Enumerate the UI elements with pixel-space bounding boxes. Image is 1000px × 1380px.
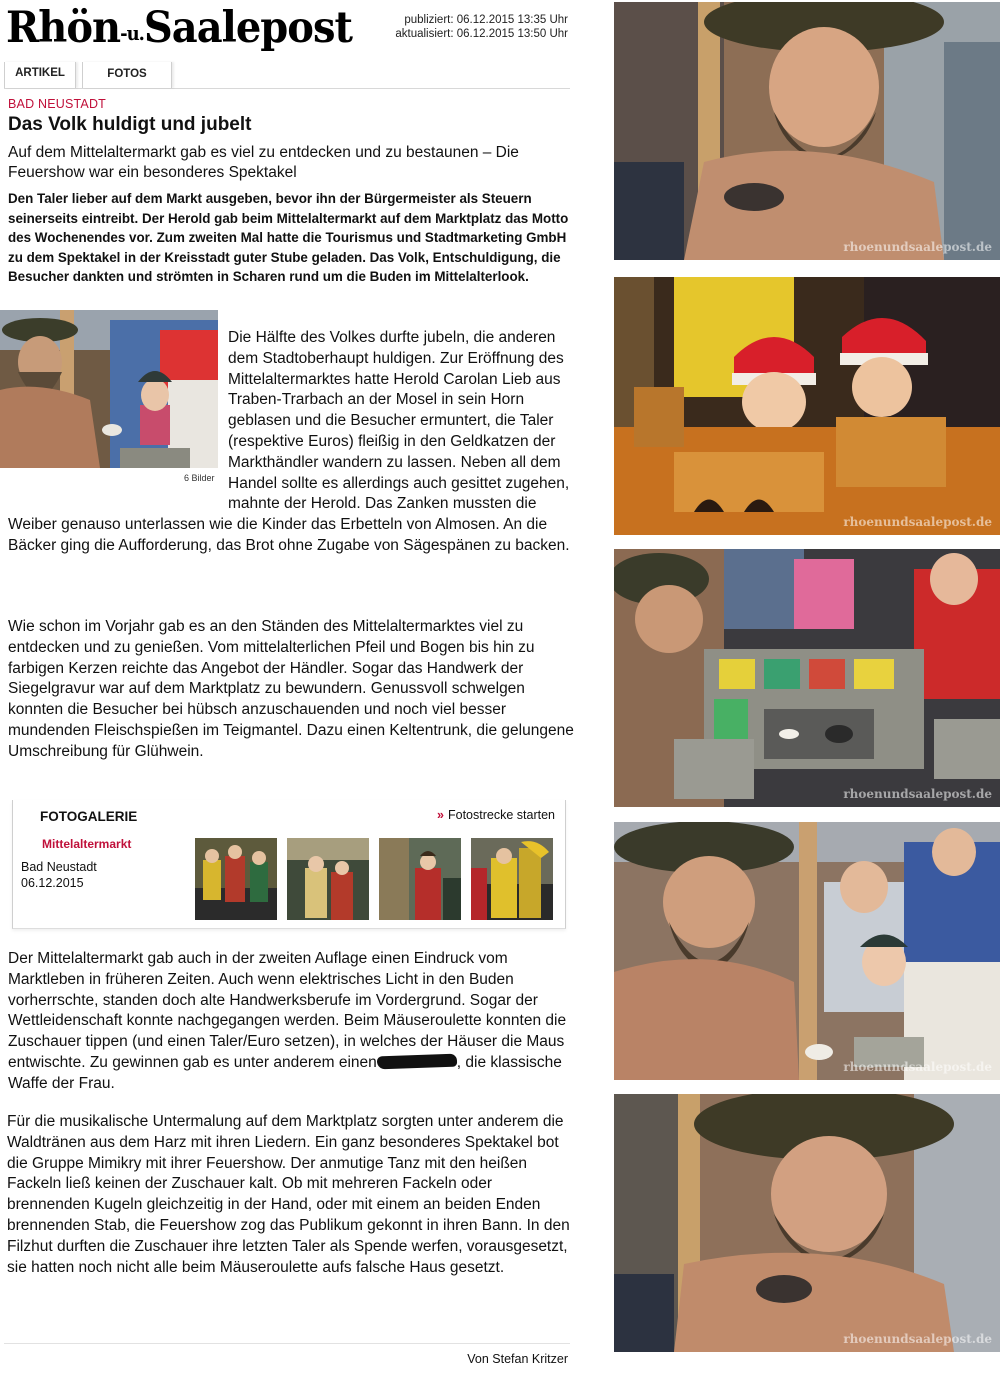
- gallery-date: 06.12.2015: [21, 876, 84, 890]
- photo-herold-with-audience[interactable]: [614, 822, 1000, 1080]
- gallery-meta: [21, 859, 97, 891]
- article-tabs: [4, 62, 570, 89]
- photo-watermark: rhoenundsaalepost.de: [843, 787, 992, 801]
- article-paragraph-1: Die Hälfte des Volkes durfte jubeln, die anderen dem Stadtoberhaupt huldigen. Zur Eröffnung des Mittelaltermarktes hatte Herold Carolan Lieb aus Traben-Trarbach an der Mosel in sein Horn geblasen und die Besucher ermuntert, die Taler (respektive Euros) fleißig in den Geldkatzen der Markthändler wandern zu lassen. Neben all dem Handel sollte es allerdings auch gesittet zugehen, mahnte der Herold. Das Zanken mussten die Weiber genauso unterlassen wie die Kinder das Erbetteln von Almosen. An die Bäcker ging die Aufforderung, das Brot ohne Zugabe von Sägespänen zu backen.: [8, 329, 570, 554]
- tab-fotos[interactable]: FOTOS: [82, 62, 172, 88]
- photo-watermark: rhoenundsaalepost.de: [843, 515, 992, 529]
- photo-children-santa-hats[interactable]: [614, 277, 1000, 535]
- article-lead: Den Taler lieber auf dem Markt ausgeben, bevor ihn der Bürgermeister als Steuern seinerseits eintreibt. Der Herold gab beim Mittelaltermarkt auf dem Marktplatz das Motto des Wochenendes vor. Zum zweiten Mal hatte die Tourismus und Stadtmarketing GmbH zu dem Spektakel in der Kreisstadt guter Stube geladen. Das Volk, Entschuldigung, die Besucher dankten und strömten in Scharen rund um die Buden im Mittelalterlook.: [8, 191, 569, 284]
- article-kicker: BAD NEUSTADT: [8, 97, 107, 111]
- article-subline: Auf dem Mittelaltermarkt gab es viel zu entdecken und zu bestaunen – Die Feuershow war ein besonderes Spektakel: [8, 144, 519, 181]
- photo-watermark: rhoenundsaalepost.de: [843, 240, 992, 254]
- tab-artikel[interactable]: ARTIKEL: [4, 62, 76, 88]
- published-date: publiziert: 06.12.2015 13:35 Uhr: [404, 14, 568, 26]
- thumbnail-caption[interactable]: 6 Bilder: [184, 473, 215, 483]
- article-paragraph-2: Wie schon im Vorjahr gab es an den Ständen des Mittelaltermarktes viel zu entdecken und zu genießen. Vom mittelalterlichen Pfeil und Bogen bis hin zu farbigen Kerzen reichte das Angebot der Händler. Sogar das Handwerk der Siegelgravur war auf dem Marktplatz zu bewundern. Genussvoll schwelgen konnten die Besucher bei hübsch anzuschauenden und noch viel besser mundenden Fleischspießen im Teigmantel. Dazu einen Keltentrunk, die gelungene Umschreibung für Glühwein.: [8, 618, 574, 760]
- article-paragraph-1-wrap: [8, 328, 574, 557]
- gallery-heading: FOTOGALERIE: [40, 809, 138, 824]
- gallery-thumbnail[interactable]: [379, 838, 461, 920]
- photo-watermark: rhoenundsaalepost.de: [843, 1060, 992, 1074]
- photo-herold-close-up[interactable]: [614, 1094, 1000, 1352]
- publication-dates: [395, 13, 568, 41]
- article-author: Von Stefan Kritzer: [467, 1352, 568, 1366]
- thumbnail-float-spacer: [8, 328, 228, 496]
- article-footer-divider: [4, 1343, 570, 1344]
- gallery-place: Bad Neustadt: [21, 860, 97, 874]
- article-headline: Das Volk huldigt und jubelt: [8, 114, 252, 135]
- updated-date: aktualisiert: 06.12.2015 13:50 Uhr: [395, 28, 568, 40]
- photo-mouse-roulette[interactable]: [614, 549, 1000, 807]
- newspaper-logo[interactable]: Rhön-u.Saalepost: [6, 2, 352, 53]
- redaction-mark: [377, 1054, 457, 1070]
- article-paragraph-3: Der Mittelaltermarkt gab auch in der zweiten Auflage einen Eindruck vom Marktleben in früheren Zeiten. Auch wenn elektrisches Licht in den Buden vorherrschte, standen doch alte Handwerksberufe im Vordergrund. Sogar der Wettleidenschaft konnte nachgegangen werden. Beim Mäuseroulette konnten die Zuschauer tippen (und einen Taler/Euro setzen), in welches der Häuser die Maus entwischte. Zu gewinnen gab es unter anderem einen , die klassische Waffe der Frau.: [8, 950, 567, 1092]
- photo-gallery-box[interactable]: [12, 800, 566, 929]
- photo-herold-mouse[interactable]: [614, 2, 1000, 260]
- gallery-start-link[interactable]: » Fotostrecke starten: [437, 808, 555, 822]
- gallery-thumbnail[interactable]: [195, 838, 277, 920]
- gallery-thumbnail[interactable]: [287, 838, 369, 920]
- gallery-title[interactable]: Mittelaltermarkt: [42, 837, 132, 851]
- photo-watermark: rhoenundsaalepost.de: [843, 1332, 992, 1346]
- gallery-thumbnail[interactable]: [471, 838, 553, 920]
- article-paragraph-4: Für die musikalische Untermalung auf dem Marktplatz sorgten unter anderem die Waldtränen aus dem Harz mit ihren Liedern. Ein ganz besonderes Spektakel bot die Gruppe Mimikry mit ihrer Feuershow. Der anmutige Tanz mit den heißen Fackeln ließ keinen der Zuschauer kalt. Ob mit mehreren Fackeln oder brennenden Kugeln gleichzeitig in der Hand, oder mit einem an beiden Enden brennenden Stab, die Feuershow zog das Publikum gekonnt in ihren Bann. In den Filzhut durften die Zuschauer ihre letzten Taler als Spende werfen, vorausgesetzt, sie hatten noch nicht alle beim Mäuseroulette aufs falsche Haus gesetzt.: [7, 1113, 570, 1276]
- chevron-right-icon: »: [437, 808, 444, 822]
